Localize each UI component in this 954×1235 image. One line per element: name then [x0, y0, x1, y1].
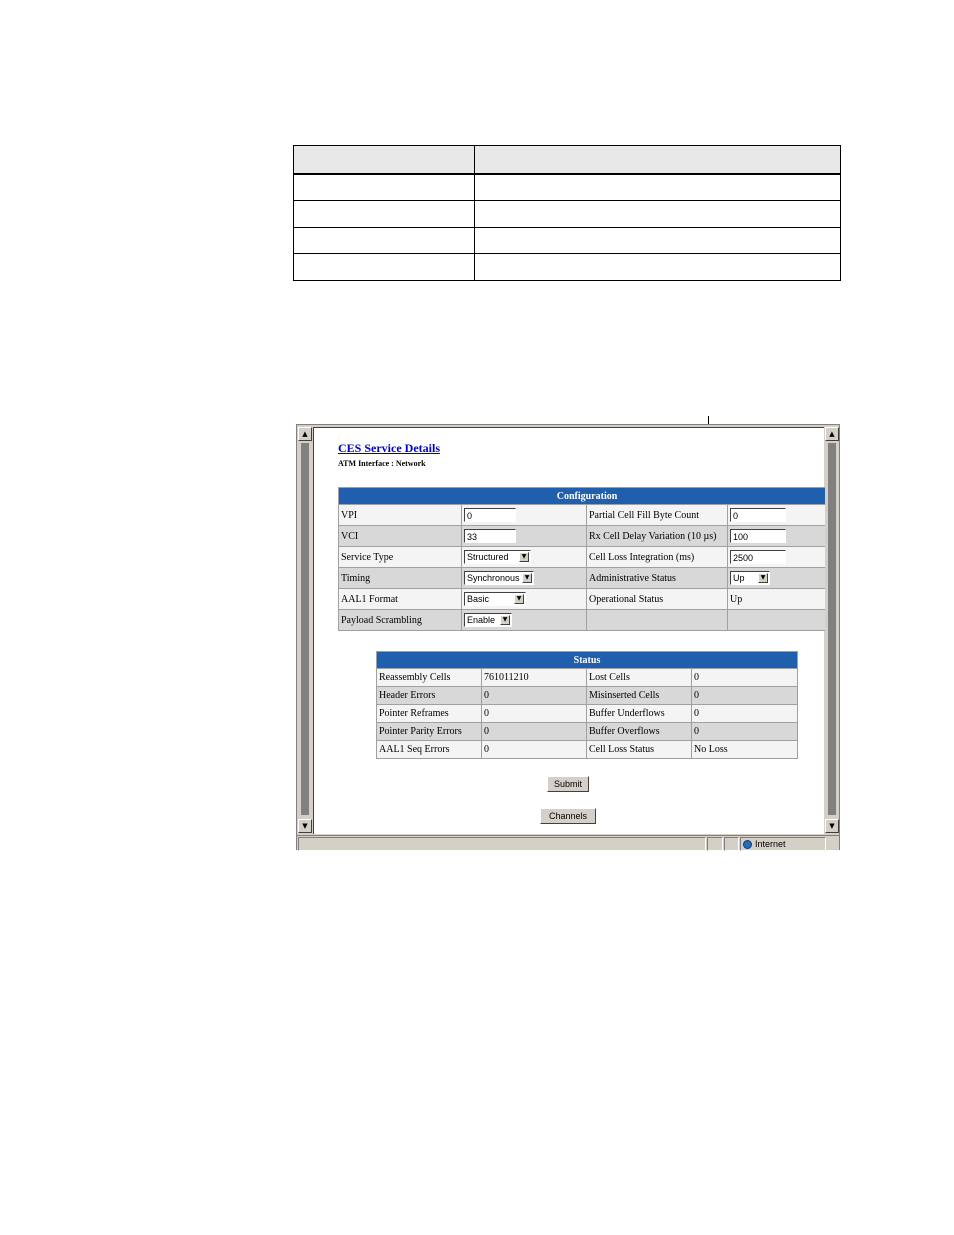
table-row: [339, 505, 836, 526]
table-row: [339, 568, 836, 589]
doc-table-cell: [294, 201, 475, 228]
header-errors-value: 0: [482, 687, 587, 705]
vpi-input[interactable]: 0: [464, 508, 516, 522]
left-scrollbar[interactable]: [298, 427, 312, 833]
status-bar: [297, 835, 839, 850]
partial-cell-fill-label: Partial Cell Fill Byte Count: [587, 505, 728, 526]
vci-input[interactable]: 33: [464, 529, 516, 543]
globe-icon: [743, 840, 752, 849]
misinserted-cells-value: 0: [692, 687, 798, 705]
scroll-up-icon[interactable]: ▲: [298, 427, 312, 441]
scroll-down-icon[interactable]: ▼: [825, 819, 839, 833]
scroll-track[interactable]: [828, 443, 836, 815]
dropdown-arrow-icon[interactable]: ▼: [522, 573, 532, 583]
empty-cell: [728, 610, 836, 631]
doc-table-cell: [475, 174, 841, 201]
page-viewport: [313, 427, 824, 834]
buffer-underflows-value: 0: [692, 705, 798, 723]
dropdown-arrow-icon[interactable]: ▼: [758, 573, 768, 583]
rx-cell-delay-input[interactable]: 100: [730, 529, 786, 543]
submit-button[interactable]: Submit: [547, 776, 589, 792]
status-table: [376, 651, 798, 759]
aal1-format-label: AAL1 Format: [339, 589, 462, 610]
administrative-status-label: Administrative Status: [587, 568, 728, 589]
header-errors-label: Header Errors: [377, 687, 482, 705]
table-row: [377, 705, 798, 723]
dropdown-arrow-icon[interactable]: ▼: [519, 552, 529, 562]
status-bar-cell: [707, 837, 723, 851]
table-row: [339, 526, 836, 547]
doc-table-cell: [475, 201, 841, 228]
cell-loss-status-label: Cell Loss Status: [587, 741, 692, 759]
vpi-label: VPI: [339, 505, 462, 526]
table-row: [377, 687, 798, 705]
doc-table-cell: [294, 174, 475, 201]
buffer-underflows-label: Buffer Underflows: [587, 705, 692, 723]
empty-cell: [587, 610, 728, 631]
table-row: [377, 723, 798, 741]
table-row: [377, 669, 798, 687]
rx-cell-delay-label: Rx Cell Delay Variation (10 µs): [587, 526, 728, 547]
configuration-header: Configuration: [339, 488, 836, 505]
doc-table-cell: [475, 254, 841, 281]
table-row: [377, 741, 798, 759]
pointer-reframes-value: 0: [482, 705, 587, 723]
vci-label: VCI: [339, 526, 462, 547]
aal1-format-select[interactable]: Basic ▼: [464, 592, 526, 606]
partial-cell-fill-input[interactable]: 0: [730, 508, 786, 522]
table-row: [339, 589, 836, 610]
lost-cells-value: 0: [692, 669, 798, 687]
payload-scrambling-label: Payload Scrambling: [339, 610, 462, 631]
buffer-overflows-value: 0: [692, 723, 798, 741]
scroll-up-icon[interactable]: ▲: [825, 427, 839, 441]
doc-table-cell: [294, 227, 475, 254]
page-subtitle: ATM Interface : Network: [338, 459, 426, 468]
timing-select[interactable]: Synchronous ▼: [464, 571, 534, 585]
status-bar-cell: [724, 837, 739, 851]
dropdown-arrow-icon[interactable]: ▼: [514, 594, 524, 604]
aal1-seq-errors-label: AAL1 Seq Errors: [377, 741, 482, 759]
security-zone: [740, 837, 826, 851]
timing-label: Timing: [339, 568, 462, 589]
administrative-status-select[interactable]: Up ▼: [730, 571, 770, 585]
operational-status-value: Up: [728, 589, 836, 610]
browser-window: [296, 424, 840, 850]
pointer-parity-errors-label: Pointer Parity Errors: [377, 723, 482, 741]
pointer-reframes-label: Pointer Reframes: [377, 705, 482, 723]
dropdown-arrow-icon[interactable]: ▼: [500, 615, 510, 625]
cell-loss-integration-input[interactable]: 2500: [730, 550, 786, 564]
cell-loss-integration-label: Cell Loss Integration (ms): [587, 547, 728, 568]
service-type-select[interactable]: Structured ▼: [464, 550, 531, 564]
payload-scrambling-select[interactable]: Enable ▼: [464, 613, 512, 627]
table-row: [339, 610, 836, 631]
table-row: [339, 547, 836, 568]
zone-label: Internet: [755, 839, 786, 849]
doc-table-cell: [294, 254, 475, 281]
reassembly-cells-value: 761011210: [482, 669, 587, 687]
configuration-table: [338, 487, 836, 631]
scroll-down-icon[interactable]: ▼: [298, 819, 312, 833]
document-table: [293, 145, 841, 281]
channels-button[interactable]: Channels: [540, 808, 596, 824]
service-type-label: Service Type: [339, 547, 462, 568]
cell-loss-status-value: No Loss: [692, 741, 798, 759]
misinserted-cells-label: Misinserted Cells: [587, 687, 692, 705]
reassembly-cells-label: Reassembly Cells: [377, 669, 482, 687]
aal1-seq-errors-value: 0: [482, 741, 587, 759]
status-header: Status: [377, 652, 798, 669]
buffer-overflows-label: Buffer Overflows: [587, 723, 692, 741]
right-scrollbar[interactable]: [825, 427, 839, 833]
lost-cells-label: Lost Cells: [587, 669, 692, 687]
page-title[interactable]: CES Service Details: [338, 441, 440, 455]
operational-status-label: Operational Status: [587, 589, 728, 610]
pointer-parity-errors-value: 0: [482, 723, 587, 741]
doc-table-header-cell: [294, 146, 475, 174]
doc-table-cell: [475, 227, 841, 254]
status-bar-message: [298, 837, 706, 851]
doc-table-header-cell: [475, 146, 841, 174]
scroll-track[interactable]: [301, 443, 309, 815]
